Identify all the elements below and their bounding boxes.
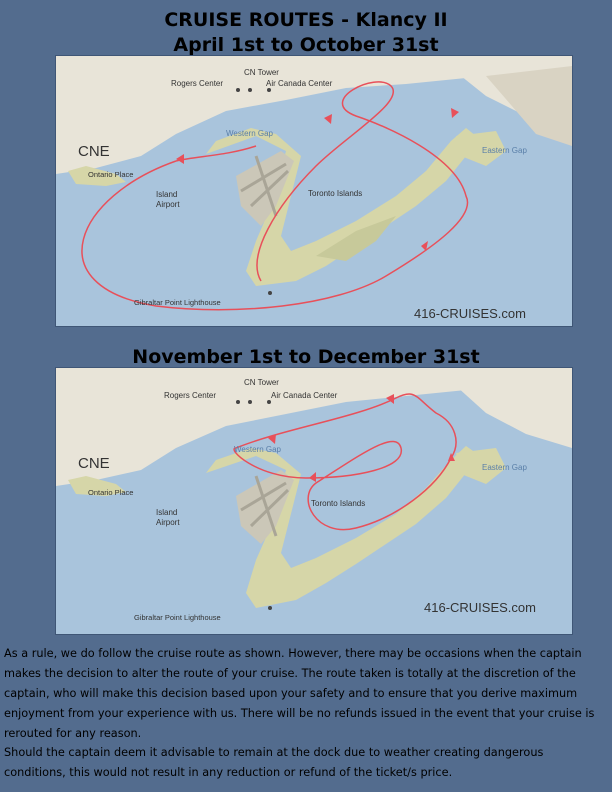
lighthouse-marker (268, 291, 272, 295)
western-gap-label: Western Gap (234, 445, 281, 454)
cn-tower-marker (248, 88, 252, 92)
air-canada-label: Air Canada Center (266, 79, 333, 88)
toronto-islands-label: Toronto Islands (311, 499, 366, 508)
rogers-center-label: Rogers Center (171, 79, 224, 88)
route-map-summer (55, 55, 573, 327)
eastern-gap-label: Eastern Gap (482, 146, 527, 155)
cne-label: CNE (78, 143, 110, 160)
cne-label: CNE (78, 455, 110, 472)
rogers-center-marker (236, 400, 240, 404)
air-canada-marker (267, 400, 271, 404)
ontario-place-label: Ontario Place (88, 488, 134, 497)
cn-tower-marker (248, 400, 252, 404)
gibraltar-point-label: Gibraltar Point Lighthouse (134, 613, 221, 622)
period-2-title: November 1st to December 31st (132, 346, 480, 368)
island-airport-label-2: Airport (156, 200, 180, 209)
cn-tower-label: CN Tower (244, 378, 279, 387)
rogers-center-marker (236, 88, 240, 92)
page-title: CRUISE ROUTES - Klancy II (164, 9, 448, 31)
lighthouse-marker (268, 606, 272, 610)
period-1-title: April 1st to October 31st (173, 34, 439, 56)
watermark: 416-CRUISES.com (414, 306, 526, 321)
island-airport-label-1: Island (156, 190, 178, 199)
air-canada-label: Air Canada Center (271, 391, 338, 400)
ontario-place-label: Ontario Place (88, 170, 134, 179)
island-airport-label-1: Island (156, 508, 178, 517)
disclaimer-paragraph: As a rule, we do follow the cruise route as shown. However, there may be occasions when the captain makes the decision to alter the route of your cruise. The route taken is totally at the discretion of the captain, who will make this decision based upon your safety and to ensure that you derive maximum enjoyment from your experience with us. There will be no refunds issued in the event that your cruise is rerouted for any reason. (4, 647, 595, 740)
watermark: 416-CRUISES.com (424, 600, 536, 615)
route-map-winter (55, 367, 573, 635)
weather-paragraph: Should the captain deem it advisable to remain at the dock due to weather creating dangerous conditions, this would not result in any reduction or refund of the ticket/s price. (4, 746, 544, 779)
map-winter-svg (56, 368, 572, 634)
gibraltar-point-label: Gibraltar Point Lighthouse (134, 298, 221, 307)
rogers-center-label: Rogers Center (164, 391, 217, 400)
map-summer-svg (56, 56, 572, 326)
eastern-gap-label: Eastern Gap (482, 463, 527, 472)
toronto-islands-label: Toronto Islands (308, 189, 363, 198)
air-canada-marker (267, 88, 271, 92)
western-gap-label: Western Gap (226, 129, 273, 138)
cn-tower-label: CN Tower (244, 68, 279, 77)
island-airport-label-2: Airport (156, 518, 180, 527)
